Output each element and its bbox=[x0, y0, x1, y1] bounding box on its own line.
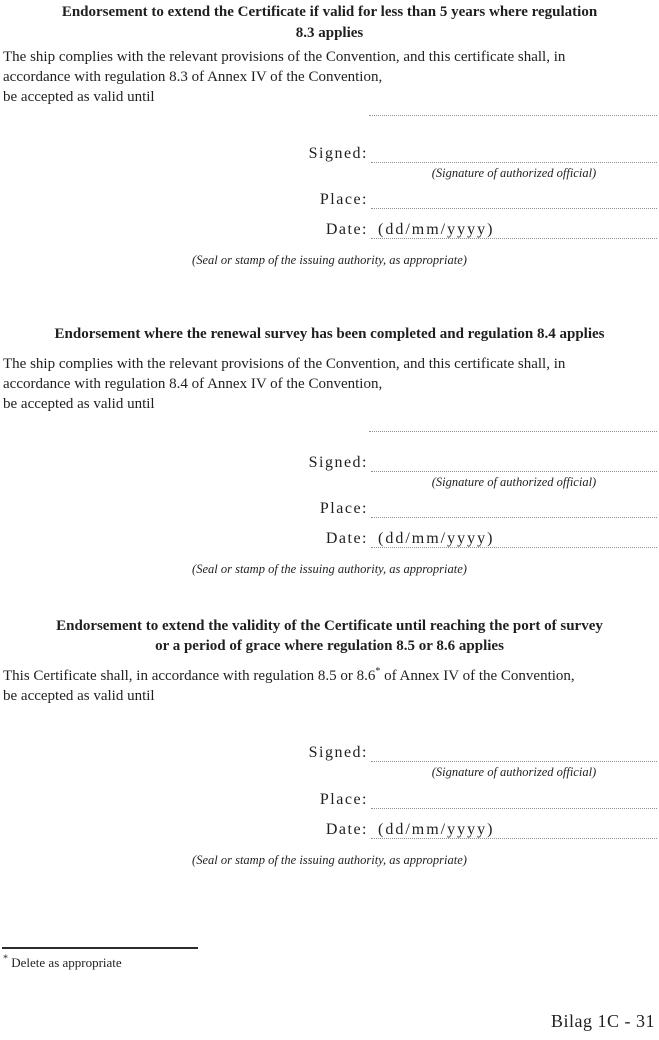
page-number: Bilag 1C - 31 bbox=[551, 1011, 655, 1031]
place-label: Place: bbox=[319, 500, 368, 517]
body-text-line bbox=[3, 666, 575, 686]
body-text-segment: This Certificate shall, in accordance with regulation 8.5 or 8.6 bbox=[3, 668, 376, 684]
place-fill-line bbox=[371, 191, 657, 209]
date-format-hint: (dd/mm/yyyy) bbox=[378, 821, 495, 838]
body-text-line: accordance with regulation 8.3 of Annex IV of the Convention, bbox=[3, 69, 383, 85]
footnote-rule bbox=[2, 947, 198, 949]
signed-label: Signed: bbox=[308, 744, 368, 761]
signature-caption: (Signature of authorized official) bbox=[431, 166, 597, 180]
section-heading: Endorsement to extend the Certificate if valid for less than 5 years where regulation bbox=[61, 4, 598, 20]
signed-fill-line bbox=[371, 454, 657, 472]
body-text-line: The ship complies with the relevant provisions of the Convention, and this certificate shall, in bbox=[3, 356, 566, 372]
signed-label: Signed: bbox=[308, 454, 368, 471]
fill-in-line bbox=[369, 107, 657, 116]
signed-fill-line bbox=[371, 744, 657, 762]
date-format-hint: (dd/mm/yyyy) bbox=[378, 530, 495, 547]
section-heading: Endorsement where the renewal survey has been completed and regulation 8.4 applies bbox=[54, 326, 605, 342]
seal-caption: (Seal or stamp of the issuing authority, as appropriate) bbox=[192, 853, 467, 867]
section-heading: Endorsement to extend the validity of the Certificate until reaching the port of survey bbox=[56, 618, 603, 634]
place-fill-line bbox=[371, 500, 657, 518]
section-heading: 8.3 applies bbox=[295, 25, 364, 41]
date-label: Date: bbox=[325, 530, 368, 547]
date-fill-line bbox=[371, 530, 657, 548]
signed-label: Signed: bbox=[308, 145, 368, 162]
place-fill-line bbox=[371, 791, 657, 809]
date-format-hint: (dd/mm/yyyy) bbox=[378, 221, 495, 238]
signature-caption: (Signature of authorized official) bbox=[431, 475, 597, 489]
date-fill-line bbox=[371, 821, 657, 839]
body-text-line: accordance with regulation 8.4 of Annex IV of the Convention, bbox=[3, 376, 383, 392]
signature-block bbox=[0, 145, 659, 267]
footnote-text: Delete as appropriate bbox=[11, 955, 122, 970]
place-label: Place: bbox=[319, 191, 368, 208]
body-text-line: be accepted as valid until bbox=[3, 89, 155, 105]
place-label: Place: bbox=[319, 791, 368, 808]
seal-caption: (Seal or stamp of the issuing authority, as appropriate) bbox=[192, 562, 467, 576]
body-text-line: be accepted as valid until bbox=[3, 688, 155, 704]
date-label: Date: bbox=[325, 821, 368, 838]
signature-caption: (Signature of authorized official) bbox=[431, 765, 597, 779]
signature-block bbox=[0, 744, 659, 866]
footnote bbox=[3, 954, 122, 971]
body-text-line: be accepted as valid until bbox=[3, 396, 155, 412]
signature-block bbox=[0, 454, 659, 576]
signed-fill-line bbox=[371, 145, 657, 163]
section-heading: or a period of grace where regulation 8.5 or 8.6 applies bbox=[155, 638, 504, 654]
body-text-line: The ship complies with the relevant provisions of the Convention, and this certificate shall, in bbox=[3, 49, 566, 65]
footnote-reference-asterisk: * bbox=[375, 666, 381, 677]
fill-in-line bbox=[369, 423, 657, 432]
seal-caption: (Seal or stamp of the issuing authority, as appropriate) bbox=[192, 253, 467, 267]
date-label: Date: bbox=[325, 221, 368, 238]
body-text-segment: of Annex IV of the Convention, bbox=[380, 668, 575, 684]
date-fill-line bbox=[371, 221, 657, 239]
footnote-marker: * bbox=[3, 953, 8, 965]
